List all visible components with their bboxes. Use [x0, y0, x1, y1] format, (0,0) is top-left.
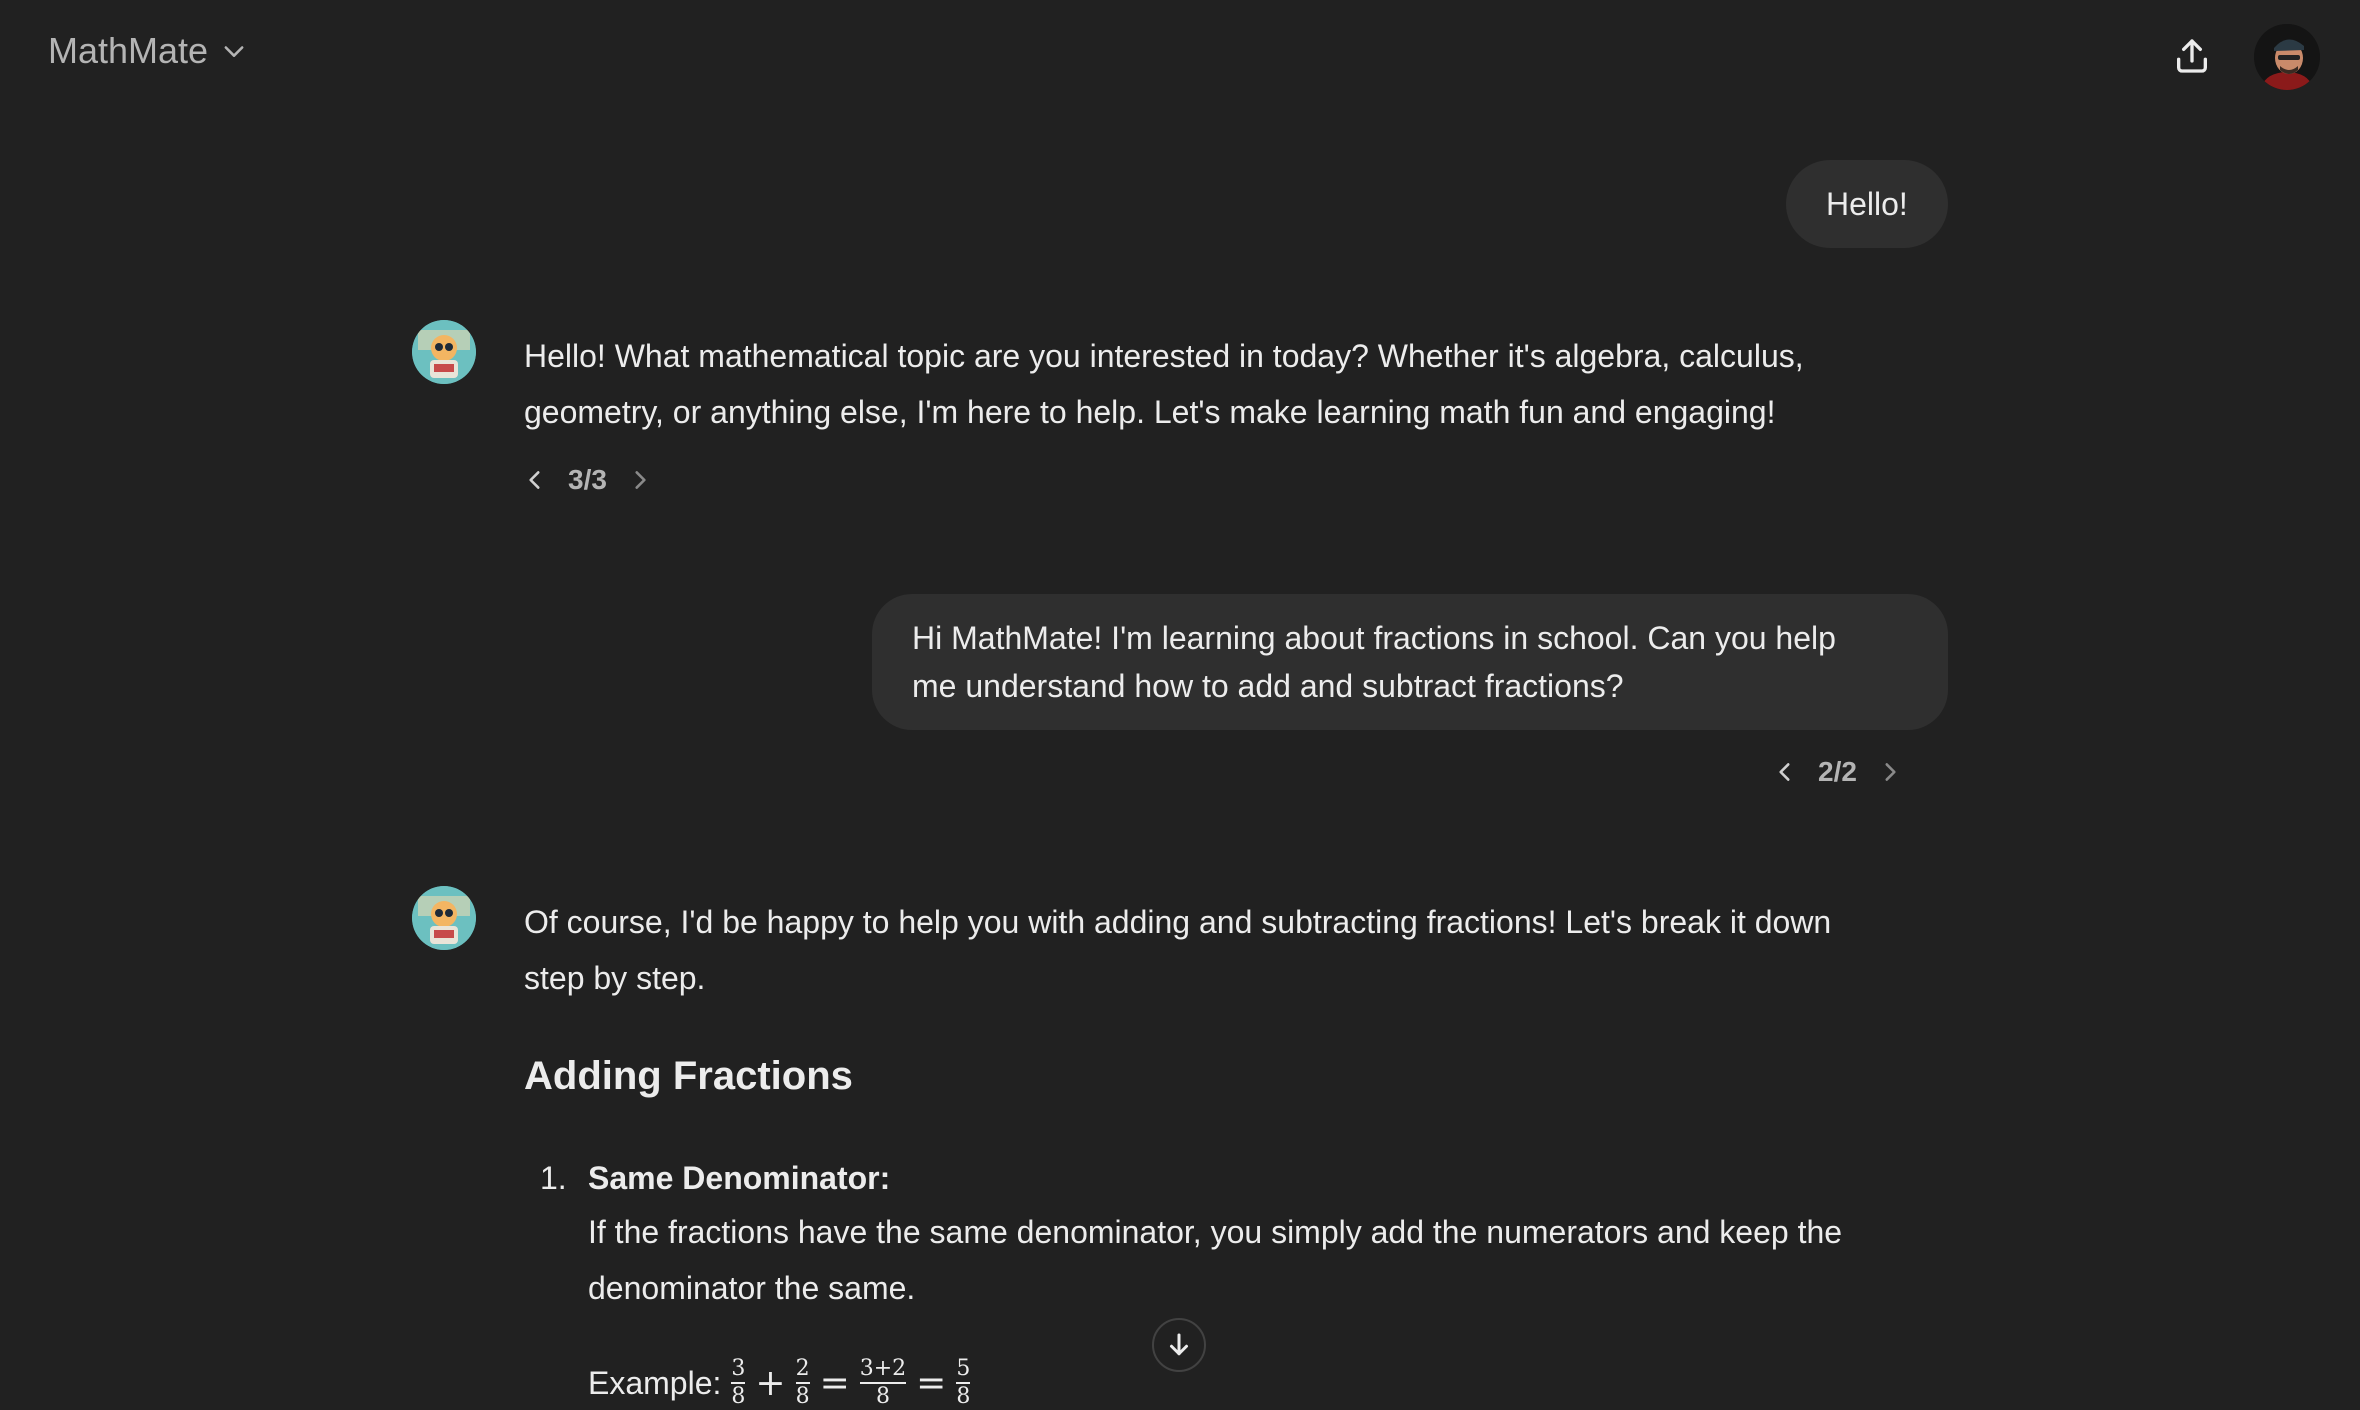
- numerator: 3: [731, 1356, 746, 1381]
- assistant-message-line: step by step.: [524, 960, 706, 996]
- operator: =: [916, 1362, 947, 1404]
- top-bar: [0, 0, 2360, 114]
- chevron-right-icon: [627, 467, 653, 493]
- list-number: 1.: [540, 1160, 567, 1196]
- denominator: 8: [795, 1384, 810, 1409]
- share-button[interactable]: [2168, 32, 2216, 80]
- chevron-left-icon: [1772, 759, 1798, 785]
- model-name: MathMate: [48, 30, 209, 71]
- user-message-line: Hi MathMate! I'm learning about fractions in school. Can you help: [912, 620, 1836, 656]
- pager-next-button[interactable]: [1875, 757, 1905, 787]
- assistant-message: [524, 328, 1964, 440]
- example-equation: [588, 1358, 970, 1408]
- share-icon: [2172, 36, 2212, 76]
- assistant-message-line: Hello! What mathematical topic are you interested in today? Whether it's algebra, calculus,: [524, 338, 1804, 374]
- list-item-title: Same Denominator:: [588, 1160, 891, 1196]
- chevron-left-icon: [522, 467, 548, 493]
- assistant-message-line: Of course, I'd be happy to help you with adding and subtracting fractions! Let's break it down: [524, 904, 1832, 940]
- pager-prev-button[interactable]: [1770, 757, 1800, 787]
- fraction: [796, 1358, 810, 1408]
- numerator: 3+2: [859, 1356, 907, 1381]
- pager-count: 3/3: [568, 464, 607, 495]
- fraction: [731, 1358, 745, 1408]
- section-heading: Adding Fractions: [524, 1054, 853, 1098]
- arrow-down-icon: [1164, 1330, 1194, 1360]
- list-item-body-line: If the fractions have the same denominator, you simply add the numerators and keep the: [588, 1214, 1843, 1250]
- chevron-right-icon: [1877, 759, 1903, 785]
- chevron-down-icon: [220, 37, 248, 65]
- pager-next-button[interactable]: [625, 465, 655, 495]
- list-item-body-line: denominator the same.: [588, 1270, 916, 1306]
- pager-prev-button[interactable]: [520, 465, 550, 495]
- denominator: 8: [731, 1384, 746, 1409]
- example-label: Example:: [588, 1364, 722, 1401]
- model-switcher[interactable]: [48, 30, 248, 72]
- scroll-to-bottom-button[interactable]: [1152, 1318, 1206, 1372]
- user-avatar[interactable]: [2254, 24, 2320, 90]
- denominator: 8: [956, 1384, 971, 1409]
- numerator: 2: [795, 1356, 810, 1381]
- list-item-body: [588, 1204, 1968, 1316]
- operator: +: [755, 1362, 786, 1404]
- user-message-line: me understand how to add and subtract fractions?: [912, 668, 1624, 704]
- pager-count: 2/2: [1818, 756, 1857, 787]
- assistant-message: [524, 894, 1964, 1006]
- fraction: [860, 1358, 906, 1408]
- assistant-message-line: geometry, or anything else, I'm here to help. Let's make learning math fun and engaging!: [524, 394, 1776, 430]
- denominator: 8: [875, 1384, 890, 1409]
- user-message: [1786, 160, 1948, 248]
- operator: =: [819, 1362, 850, 1404]
- fraction: [956, 1358, 970, 1408]
- response-pager: [520, 464, 655, 496]
- message-pager: [1770, 756, 1905, 788]
- user-message: [872, 594, 1948, 730]
- assistant-avatar: [412, 886, 476, 950]
- numerator: 5: [956, 1356, 971, 1381]
- user-message-text: Hello!: [1826, 186, 1908, 222]
- assistant-avatar: [412, 320, 476, 384]
